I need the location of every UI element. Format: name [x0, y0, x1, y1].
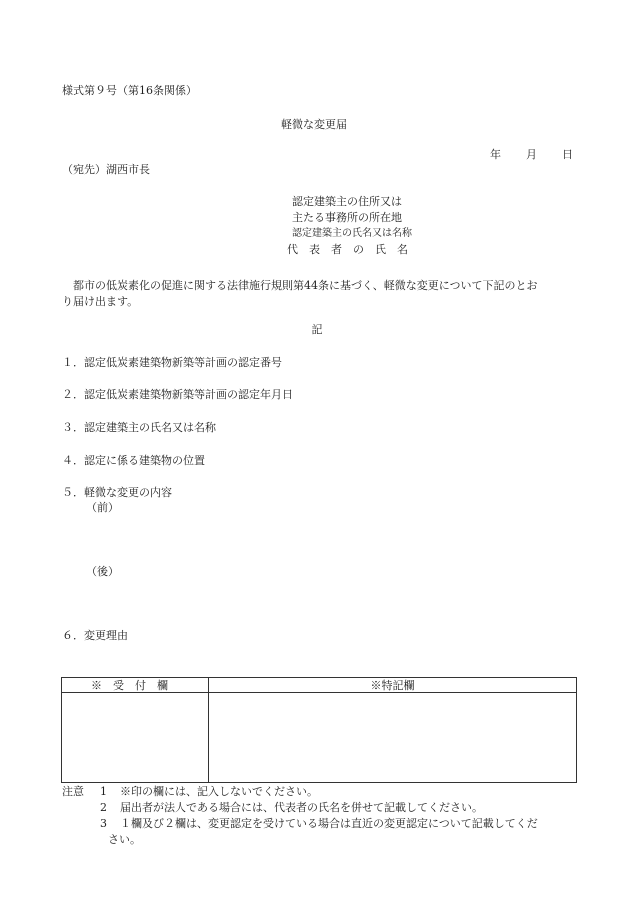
addressee: （宛先）湖西市長 — [62, 163, 150, 176]
note-2-text: 届出者が法人である場合には、代表者の氏名を併せて記載してください。 — [120, 801, 483, 814]
applicant-address-line2: 主たる事務所の所在地 — [292, 211, 402, 224]
date-year: 年 — [490, 148, 501, 161]
item-change-reason: ６．変更理由 — [62, 629, 128, 642]
body-line-2: り届け出ます。 — [62, 295, 139, 308]
reception-cell[interactable] — [62, 693, 209, 783]
item-certification-date: ２．認定低炭素建築物新築等計画の認定年月日 — [62, 388, 293, 401]
date-month: 月 — [526, 148, 537, 161]
body-paragraph — [62, 278, 577, 310]
applicant-rep-line: 代表者の氏名 — [287, 243, 419, 256]
label-after: （後） — [86, 565, 119, 578]
note-1-number: 1 — [100, 785, 107, 798]
reception-header: ※受付欄 — [62, 678, 209, 693]
note-3-continuation: さい。 — [108, 833, 141, 846]
note-3-text: １欄及び２欄は、変更認定を受けている場合は直近の変更認定について記載してくだ — [120, 817, 538, 830]
special-notes-header: ※特記欄 — [209, 678, 577, 693]
document-title: 軽微な変更届 — [281, 118, 347, 131]
ki-heading: 記 — [311, 323, 323, 336]
notes-label: 注意 — [62, 785, 84, 798]
item-owner-name: ３．認定建築主の氏名又は名称 — [62, 421, 216, 434]
form-number: 様式第９号（第16条関係） — [62, 84, 197, 97]
special-notes-cell[interactable] — [209, 693, 577, 783]
item-certification-number: １．認定低炭素建築物新築等計画の認定番号 — [62, 356, 282, 369]
note-2-number: 2 — [100, 801, 107, 814]
item-change-content: ５．軽微な変更の内容 — [62, 486, 172, 499]
body-line-1: 都市の低炭素化の促進に関する法律施行規則第44条に基づく、軽微な変更について下記のとお — [62, 279, 538, 292]
applicant-name-line: 認定建築主の氏名又は名称 — [292, 228, 412, 239]
item-building-location: ４．認定に係る建築物の位置 — [62, 454, 205, 467]
note-3-number: 3 — [100, 817, 107, 830]
date-day: 日 — [562, 148, 573, 161]
note-1-text: ※印の欄には、記入しないでください。 — [120, 785, 318, 798]
label-before: （前） — [86, 501, 119, 514]
applicant-address-line1: 認定建築主の住所又は — [292, 195, 402, 208]
reception-table — [61, 677, 577, 783]
